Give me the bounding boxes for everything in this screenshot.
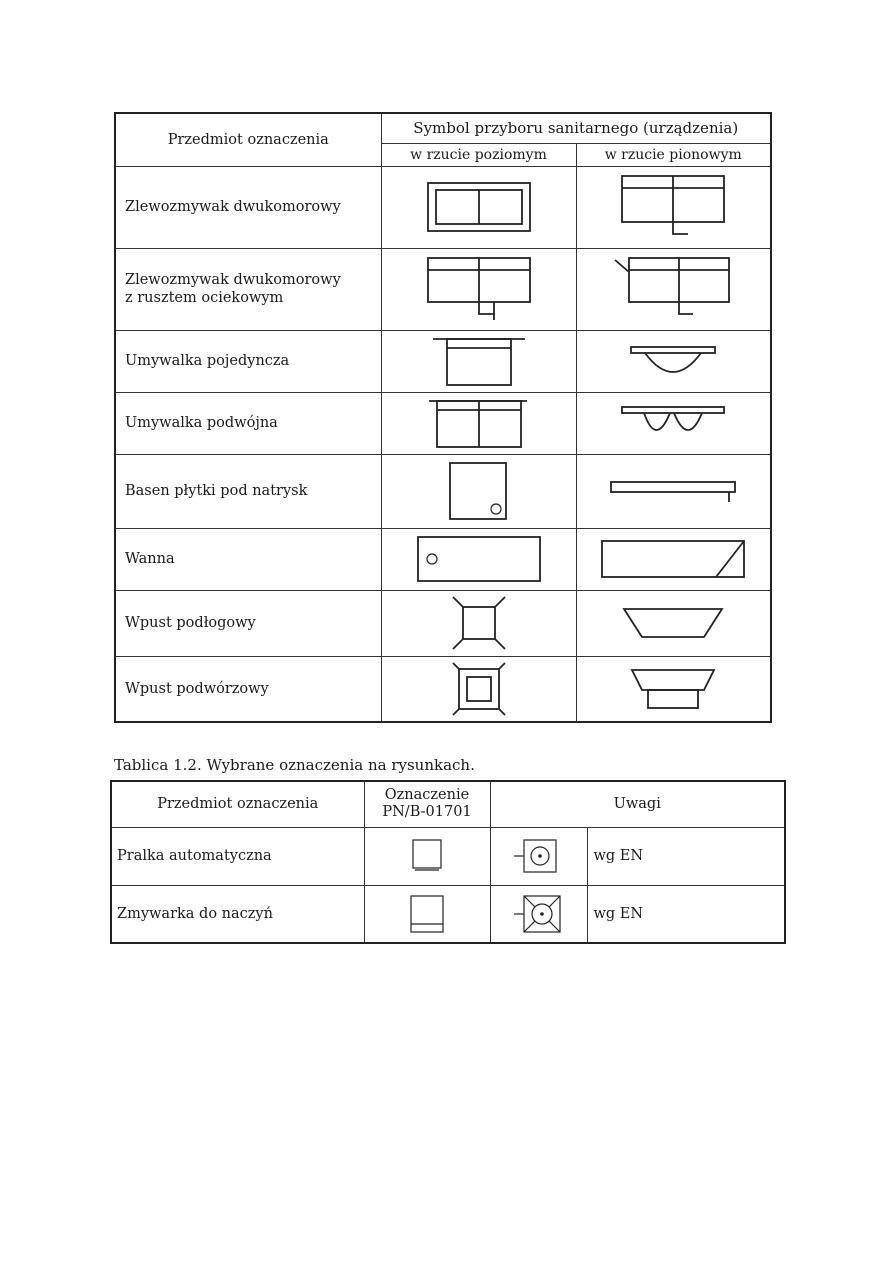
yard-drain-plan-icon <box>381 656 576 722</box>
double-sink-drainer-elevation-icon <box>576 248 771 330</box>
header-symbol: Symbol przyboru sanitarnego (urządzenia) <box>381 113 771 143</box>
designations-table <box>110 780 786 944</box>
row-note: wg EN <box>587 827 785 885</box>
floor-drain-plan-icon <box>381 590 576 656</box>
header-subject: Przedmiot oznaczenia <box>115 113 381 166</box>
row-name: Umywalka podwójna <box>115 392 381 454</box>
header-plan: w rzucie poziomym <box>381 143 576 166</box>
yard-drain-elevation-icon <box>576 656 771 722</box>
sanitary-symbols-table <box>114 112 772 723</box>
table-row <box>111 885 785 943</box>
row-name: Wpust podwórzowy <box>115 656 381 722</box>
table-row <box>115 528 771 590</box>
row-name: Umywalka pojedyncza <box>115 330 381 392</box>
dishwasher-pn-icon <box>364 885 490 943</box>
table-row <box>115 590 771 656</box>
washing-machine-pn-icon <box>364 827 490 885</box>
table-row <box>111 827 785 885</box>
single-washbasin-plan-icon <box>381 330 576 392</box>
bathtub-plan-icon <box>381 528 576 590</box>
header-subject: Przedmiot oznaczenia <box>111 781 364 827</box>
table-caption: Tablica 1.2. Wybrane oznaczenia na rysunkach. <box>114 756 475 774</box>
double-sink-elevation-icon <box>576 166 771 248</box>
row-name: Zmywarka do naczyń <box>111 885 364 943</box>
double-sink-drainer-plan-icon <box>381 248 576 330</box>
table-row <box>115 392 771 454</box>
shower-tray-plan-icon <box>381 454 576 528</box>
double-washbasin-elevation-icon <box>576 392 771 454</box>
single-washbasin-elevation-icon <box>576 330 771 392</box>
floor-drain-elevation-icon <box>576 590 771 656</box>
row-name: Zlewozmywak dwukomorowy z rusztem ociekowym <box>115 248 381 330</box>
header-elevation: w rzucie pionowym <box>576 143 771 166</box>
header-designation: Oznaczenie PN/B-01701 <box>364 781 490 827</box>
table-row <box>115 656 771 722</box>
double-sink-plan-icon <box>381 166 576 248</box>
double-washbasin-plan-icon <box>381 392 576 454</box>
table-row <box>115 248 771 330</box>
header-notes: Uwagi <box>490 781 785 827</box>
dishwasher-en-icon <box>490 885 587 943</box>
table-row <box>115 454 771 528</box>
shower-tray-elevation-icon <box>576 454 771 528</box>
washing-machine-en-icon <box>490 827 587 885</box>
row-name: Wpust podłogowy <box>115 590 381 656</box>
row-name: Wanna <box>115 528 381 590</box>
row-name: Zlewozmywak dwukomorowy <box>115 166 381 248</box>
table-row <box>115 166 771 248</box>
row-name: Basen płytki pod natrysk <box>115 454 381 528</box>
table-row <box>115 330 771 392</box>
row-note: wg EN <box>587 885 785 943</box>
row-name: Pralka automatyczna <box>111 827 364 885</box>
bathtub-elevation-icon <box>576 528 771 590</box>
